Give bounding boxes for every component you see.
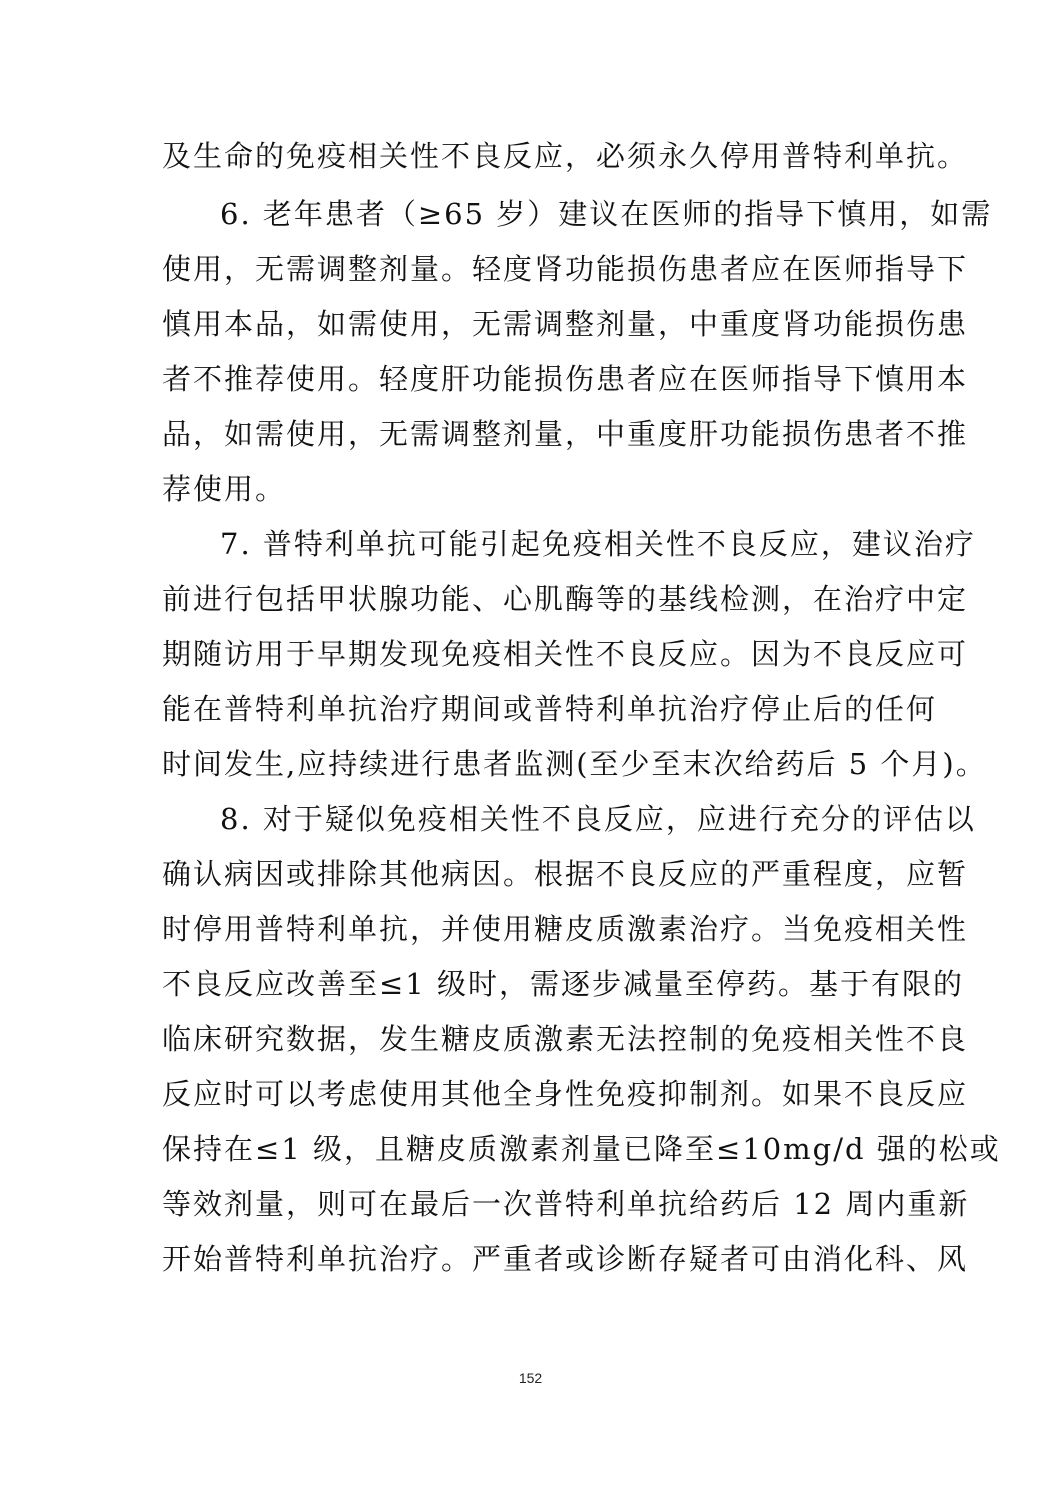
text-line: 品，如需使用，无需调整剂量，中重度肝功能损伤患者不推 [162, 417, 969, 451]
text-line: 荐使用。 [162, 472, 287, 506]
text-line: 前进行包括甲状腺功能、心肌酶等的基线检测，在治疗中定 [162, 582, 969, 616]
text-line: 临床研究数据，发生糖皮质激素无法控制的免疫相关性不良 [162, 1022, 969, 1056]
text-line: 时停用普特利单抗，并使用糖皮质激素治疗。当免疫相关性 [162, 912, 969, 946]
text-line: 者不推荐使用。轻度肝功能损伤患者应在医师指导下慎用本 [162, 362, 969, 396]
text-line: 及生命的免疫相关性不良反应，必须永久停用普特利单抗。 [162, 139, 969, 173]
text-line: 时间发生,应持续进行患者监测(至少至末次给药后 5 个月)。 [162, 747, 987, 781]
text-line: 能在普特利单抗治疗期间或普特利单抗治疗停止后的任何 [162, 692, 938, 726]
text-line: 7. 普特利单抗可能引起免疫相关性不良反应，建议治疗 [220, 527, 976, 561]
text-line: 等效剂量，则可在最后一次普特利单抗给药后 12 周内重新 [162, 1187, 970, 1221]
text-line: 反应时可以考虑使用其他全身性免疫抑制剂。如果不良反应 [162, 1077, 969, 1111]
text-line: 开始普特利单抗治疗。严重者或诊断存疑者可由消化科、风 [162, 1242, 969, 1276]
text-line: 保持在≤1 级，且糖皮质激素剂量已降至≤10mg/d 强的松或 [162, 1132, 1001, 1166]
page-number: 152 [518, 1370, 543, 1386]
text-line: 确认病因或排除其他病因。根据不良反应的严重程度，应暂 [162, 857, 969, 891]
text-line: 6. 老年患者（≥65 岁）建议在医师的指导下慎用，如需 [220, 197, 993, 231]
text-line: 慎用本品，如需使用，无需调整剂量，中重度肾功能损伤患 [162, 307, 969, 341]
text-line: 使用，无需调整剂量。轻度肾功能损伤患者应在医师指导下 [162, 252, 969, 286]
text-line: 不良反应改善至≤1 级时，需逐步减量至停药。基于有限的 [162, 967, 964, 1001]
text-line: 期随访用于早期发现免疫相关性不良反应。因为不良反应可 [162, 637, 969, 671]
text-line: 8. 对于疑似免疫相关性不良反应，应进行充分的评估以 [220, 802, 976, 836]
